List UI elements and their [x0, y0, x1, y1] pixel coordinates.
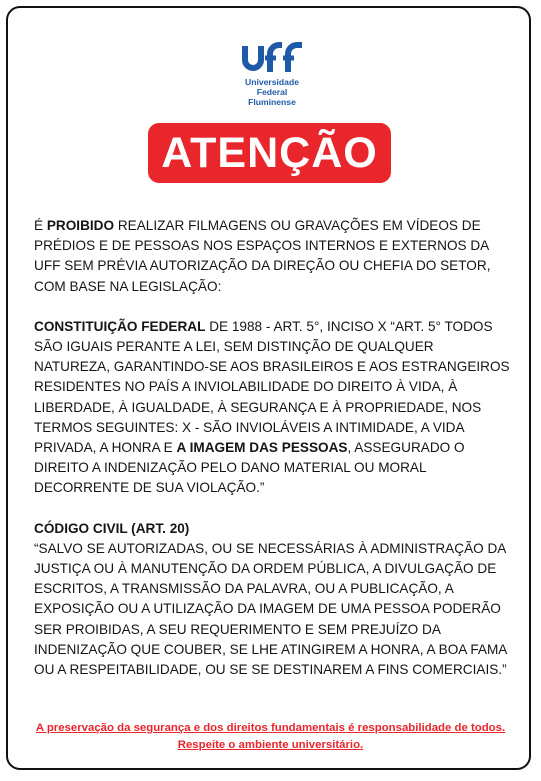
- logo-line-2: Federal: [256, 87, 288, 97]
- logo-text: [236, 77, 308, 107]
- logo-line-1: Universidade: [245, 77, 299, 87]
- intro-lead: É: [34, 218, 47, 233]
- uff-logo-icon: [238, 40, 306, 76]
- intro-bold: PROIBIDO: [46, 218, 115, 233]
- uff-logo: [236, 40, 308, 108]
- civil-code-text: “SALVO SE AUTORIZADAS, OU SE NECESSÁRIAS À ADMINISTRAÇÃO DA JUSTIÇA OU À MANUTENÇÃO DA ORDEM PÚBLICA, A DIVULGAÇÃO DE ESCRITOS, A TRANSMISSÃO DA PALAVRA, OU A PUBLICAÇÃO, A EXPOSIÇÃO OU A UTILIZAÇÃO DA IMAGEM DE UMA PESSOA PODERÃO SER PROIBIDAS, A SEU REQUERIMENTO E SEM PREJUÍZO DA INDENIZAÇÃO QUE COUBER, SE LHE ATINGIREM A HONRA, A BOA FAMA OU A RESPEITABILIDADE, OU SE SE DESTINAREM A FINS COMERCIAIS.”: [34, 540, 507, 678]
- intro-paragraph: [34, 216, 512, 297]
- footer-line-1: A preservação da segurança e dos direitos fundamentais é responsabilidade de todos.: [35, 722, 506, 734]
- logo-line-3: Fluminense: [248, 97, 296, 107]
- constitution-text-2: , ASSEGURADO O DIREITO A INDENIZAÇÃO PELO DANO MATERIAL OU MORAL DECORRENTE DE SUA VIOLAÇÃO.”: [34, 440, 465, 496]
- attention-banner: ATENÇÃO: [148, 123, 391, 183]
- civil-code-paragraph: [34, 519, 512, 681]
- constitution-heading: CONSTITUIÇÃO FEDERAL: [34, 318, 206, 334]
- civil-code-heading: CÓDIGO CIVIL (ART. 20): [34, 520, 190, 536]
- constitution-bold: A IMAGEM DAS PESSOAS: [176, 440, 348, 456]
- constitution-text-1: DE 1988 - ART. 5°, INCISO X “ART. 5° TODOS SÃO IGUAIS PERANTE A LEI, SEM DISTINÇÃO DE QUALQUER NATUREZA, GARANTINDO-SE AOS BRASILEIROS E AOS ESTRANGEIROS RESIDENTES NO PAÍS A INVIOLABILIDADE DO DIREITO À VIDA, À LIBERDADE, À IGUALDADE, À SEGURANÇA E À PROPRIEDADE, NOS TERMOS SEGUINTES: X - SÃO INVIOLÁVEIS A INTIMIDADE, A VIDA PRIVADA, A HONRA E: [34, 318, 510, 456]
- constitution-paragraph: [34, 317, 512, 499]
- intro-rest: REALIZAR FILMAGENS OU GRAVAÇÕES EM VÍDEOS DE PRÉDIOS E DE PESSOAS NOS ESPAÇOS INTERNOS E EXTERNOS DA UFF SEM PRÉVIA AUTORIZAÇÃO DA DIREÇÃO OU CHEFIA DO SETOR, COM BASE NA LEGISLAÇÃO:: [34, 218, 491, 294]
- notice-body: [34, 216, 512, 700]
- footer-line-2: Respeite o ambiente universitário.: [177, 739, 364, 751]
- footer-note: [14, 720, 527, 754]
